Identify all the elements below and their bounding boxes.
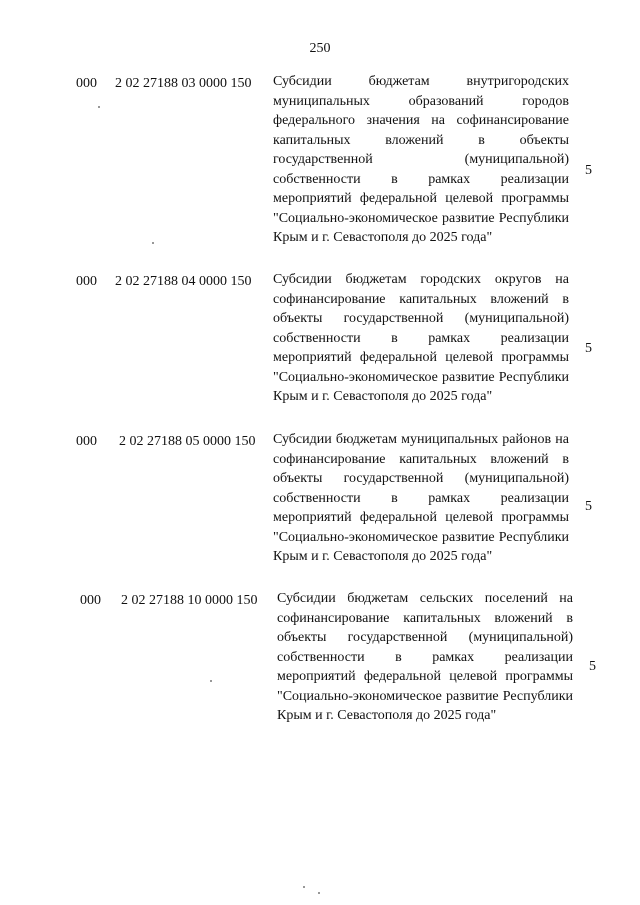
scan-speck — [318, 892, 320, 894]
budget-classification-code: 2 02 27188 10 0000 150 — [121, 593, 258, 608]
income-description: Субсидии бюджетам сельских поселений на софинансирование капитальных вложений в объекты государственной (муниципальной) собственности в рамках реализации мероприятий федеральной целевой программы "Социально-экономическое развитие Республики Крым и г. Севастополя до 2025 года" — [277, 591, 573, 723]
income-description: Субсидии бюджетам городских округов на софинансирование капитальных вложений в объекты государственной (муниципальной) собственности в рамках реализации мероприятий федеральной целевой программы "Социально-экономическое развитие Республики Крым и г. Севастополя до 2025 года" — [273, 272, 569, 404]
amount-value: 5 — [585, 341, 592, 356]
admin-code: 000 — [76, 76, 97, 91]
admin-code: 000 — [76, 434, 97, 449]
income-description: Субсидии бюджетам муниципальных районов на софинансирование капитальных вложений в объекты государственной (муниципальной) собственности в рамках реализации мероприятий федеральной целевой программы "Социально-экономическое развитие Республики Крым и г. Севастополя до 2025 года" — [273, 432, 569, 564]
page-number: 250 — [309, 41, 331, 56]
budget-classification-code: 2 02 27188 05 0000 150 — [119, 434, 256, 449]
budget-classification-code: 2 02 27188 04 0000 150 — [115, 274, 252, 289]
scan-speck — [210, 680, 212, 682]
income-description: Субсидии бюджетам внутригородских муниципальных образований городов федерального значения на софинансирование капитальных вложений в объекты государственной (муниципальной) собственности в рамках реализации мероприятий федеральной целевой программы "Социально-экономическое развитие Республики Крым и г. Севастополя до 2025 года" — [273, 74, 569, 245]
amount-value: 5 — [585, 163, 592, 178]
budget-classification-code: 2 02 27188 03 0000 150 — [115, 76, 252, 91]
scan-speck — [303, 886, 305, 888]
admin-code: 000 — [76, 274, 97, 289]
scan-speck — [98, 106, 100, 108]
amount-value: 5 — [585, 499, 592, 514]
scan-speck — [152, 242, 154, 244]
amount-value: 5 — [589, 659, 596, 674]
admin-code: 000 — [80, 593, 101, 608]
